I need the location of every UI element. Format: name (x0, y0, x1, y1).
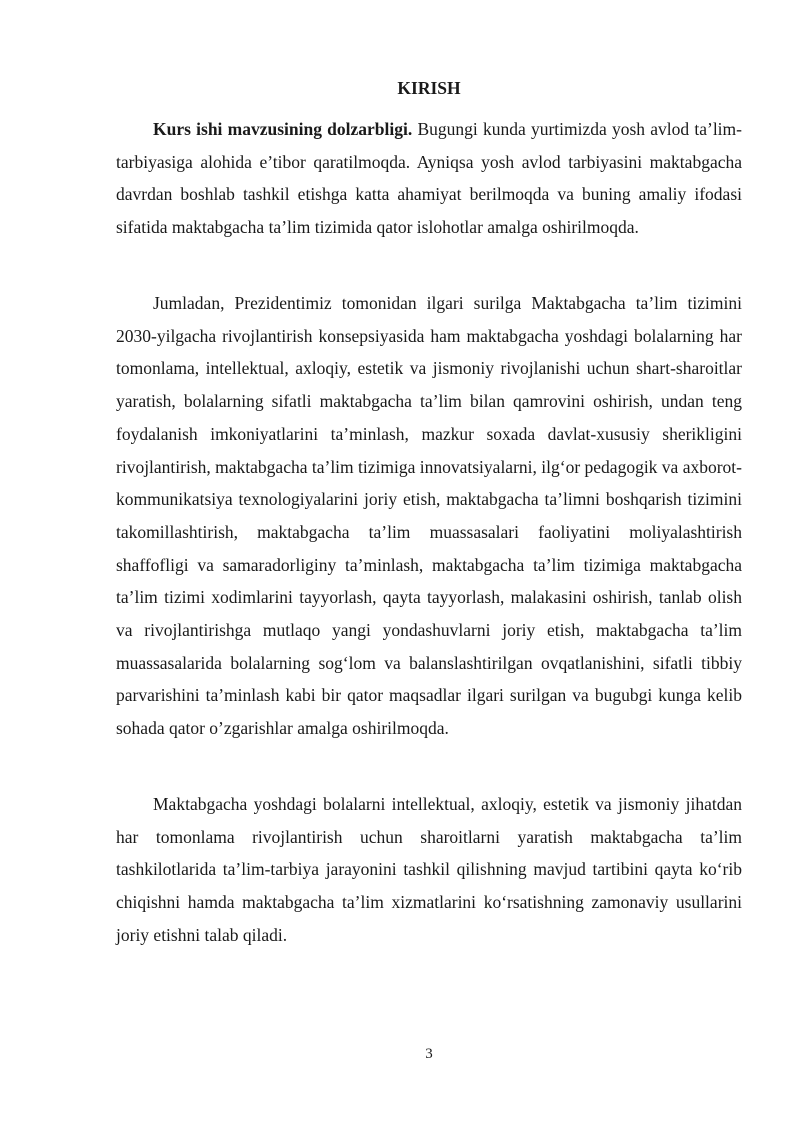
document-page (116, 0, 742, 1131)
page-number: 3 (425, 1046, 433, 1062)
paragraph-body: Bugungi kunda yurtimizda yosh avlod ta’lim-tarbiyasiga alohida e’tibor qaratilmoqda. Ayniqsa yosh avlod tarbiyasini maktabgacha davrdan boshlab tashkil etishga katta ahamiyat berilmoqda va buning amaliy ifodasi sifatida maktabgacha ta’lim tizimida qator islohotlar amalga oshirilmoqda. (116, 119, 742, 238)
section-heading: KIRISH (397, 78, 461, 98)
paragraph-conditions: Maktabgacha yoshdagi bolalarni intellektual, axloqiy, estetik va jismoniy jihatdan har tomonlama rivojlantirish uchun sharoitlarni yaratish maktabgacha ta’lim tashkilotlarida ta’lim-tarbiya jarayonini tashkil qilishning mavjud tartibini qayta ko‘rib chiqishni hamda maktabgacha ta’lim xizmatlarini ko‘rsatishning zamonaviy usullarini joriy etishni talab qiladi. (116, 794, 742, 945)
paragraph-lead: Kurs ishi mavzusining dolzarbligi. (153, 119, 413, 139)
paragraph-concept: Jumladan, Prezidentimiz tomonidan ilgari surilga Maktabgacha ta’lim tizimini 2030-yilgacha rivojlantirish konsepsiyasida ham maktabgacha yoshdagi bolalarning har tomonlama, intellektual, axloqiy, estetik va jismoniy rivojlanishi uchun shart-sharoitlar yaratish, bolalarning sifatli maktabgacha ta’lim bilan qamrovini oshirish, undan teng foydalanish imkoniyatlarini ta’minlash, mazkur soxada davlat-xususiy sherikligini rivojlantirish, maktabgacha ta’lim tizimiga innovatsiyalarni, ilg‘or pedagogik va axborot-kommunikatsiya texnologiyalarini joriy etish, maktabgacha ta’limni boshqarish tizimini takomillashtirish, maktabgacha ta’lim muassasalari faoliyatini moliyalashtirish shaffofligi va samaradorliginy ta’minlash, maktabgacha ta’lim tizimiga maktabgacha ta’lim tizimi xodimlarini tayyorlash, qayta tayyorlash, malakasini oshirish, tanlab olish va rivojlantirishga mutlaqo yangi yondashuvlarni joriy etish, maktabgacha ta’lim muassasalarida bolalarning sog‘lom va balanslashtirilgan ovqatlanishini, sifatli tibbiy parvarishini ta’minlash kabi bir qator maqsadlar ilgari surilgan va bugubgi kunga kelib sohada qator o’zgarishlar amalga oshirilmoqda. (116, 293, 742, 739)
paragraph-relevance (116, 113, 742, 244)
